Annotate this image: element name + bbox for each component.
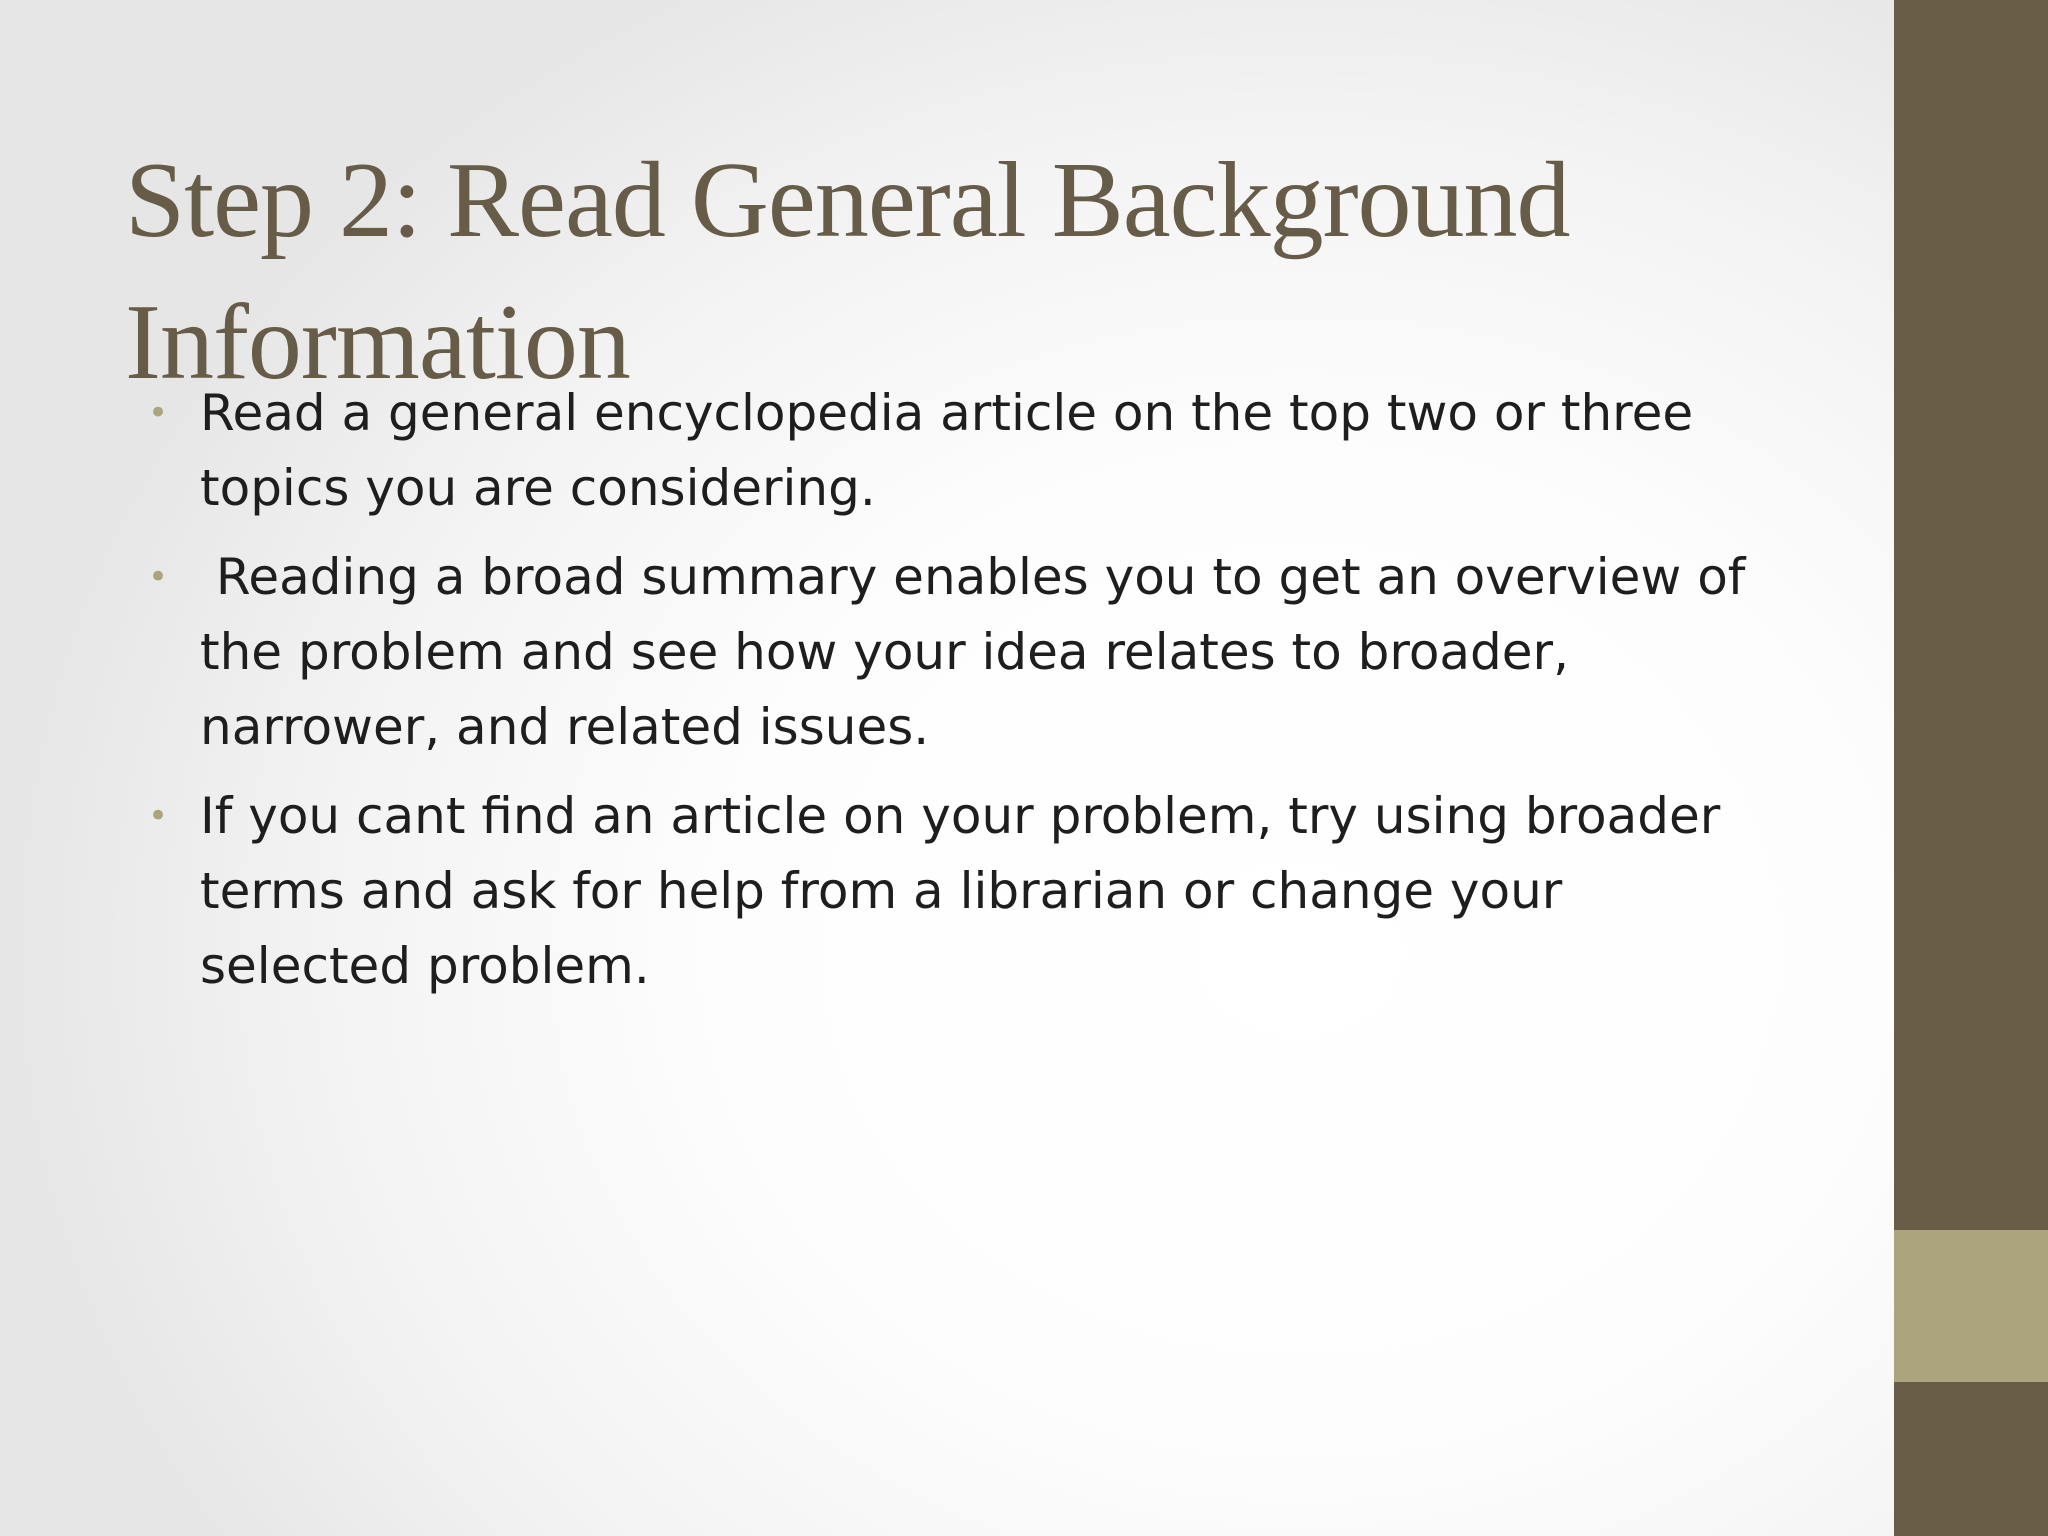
side-accent-block bbox=[1894, 1230, 2048, 1382]
bullet-item bbox=[148, 779, 1780, 1004]
bullet-text: If you cant find an article on your problem, try using broader terms and ask for help from a librarian or change your selected problem. bbox=[200, 787, 1721, 995]
bullet-text: Read a general encyclopedia article on the top two or three topics you are considering. bbox=[200, 384, 1694, 517]
bullet-icon: • bbox=[148, 796, 169, 836]
slide-title: Step 2: Read General Background Information bbox=[125, 141, 1570, 402]
bullet-icon: • bbox=[148, 393, 169, 433]
bullet-text: Reading a broad summary enables you to get an overview of the problem and see how your idea relates to broader, narrower, and related issues. bbox=[200, 548, 1762, 756]
bullet-icon: • bbox=[148, 557, 169, 597]
bullet-list bbox=[148, 376, 1780, 1018]
bullet-item bbox=[148, 376, 1780, 526]
bullet-item bbox=[148, 540, 1780, 765]
